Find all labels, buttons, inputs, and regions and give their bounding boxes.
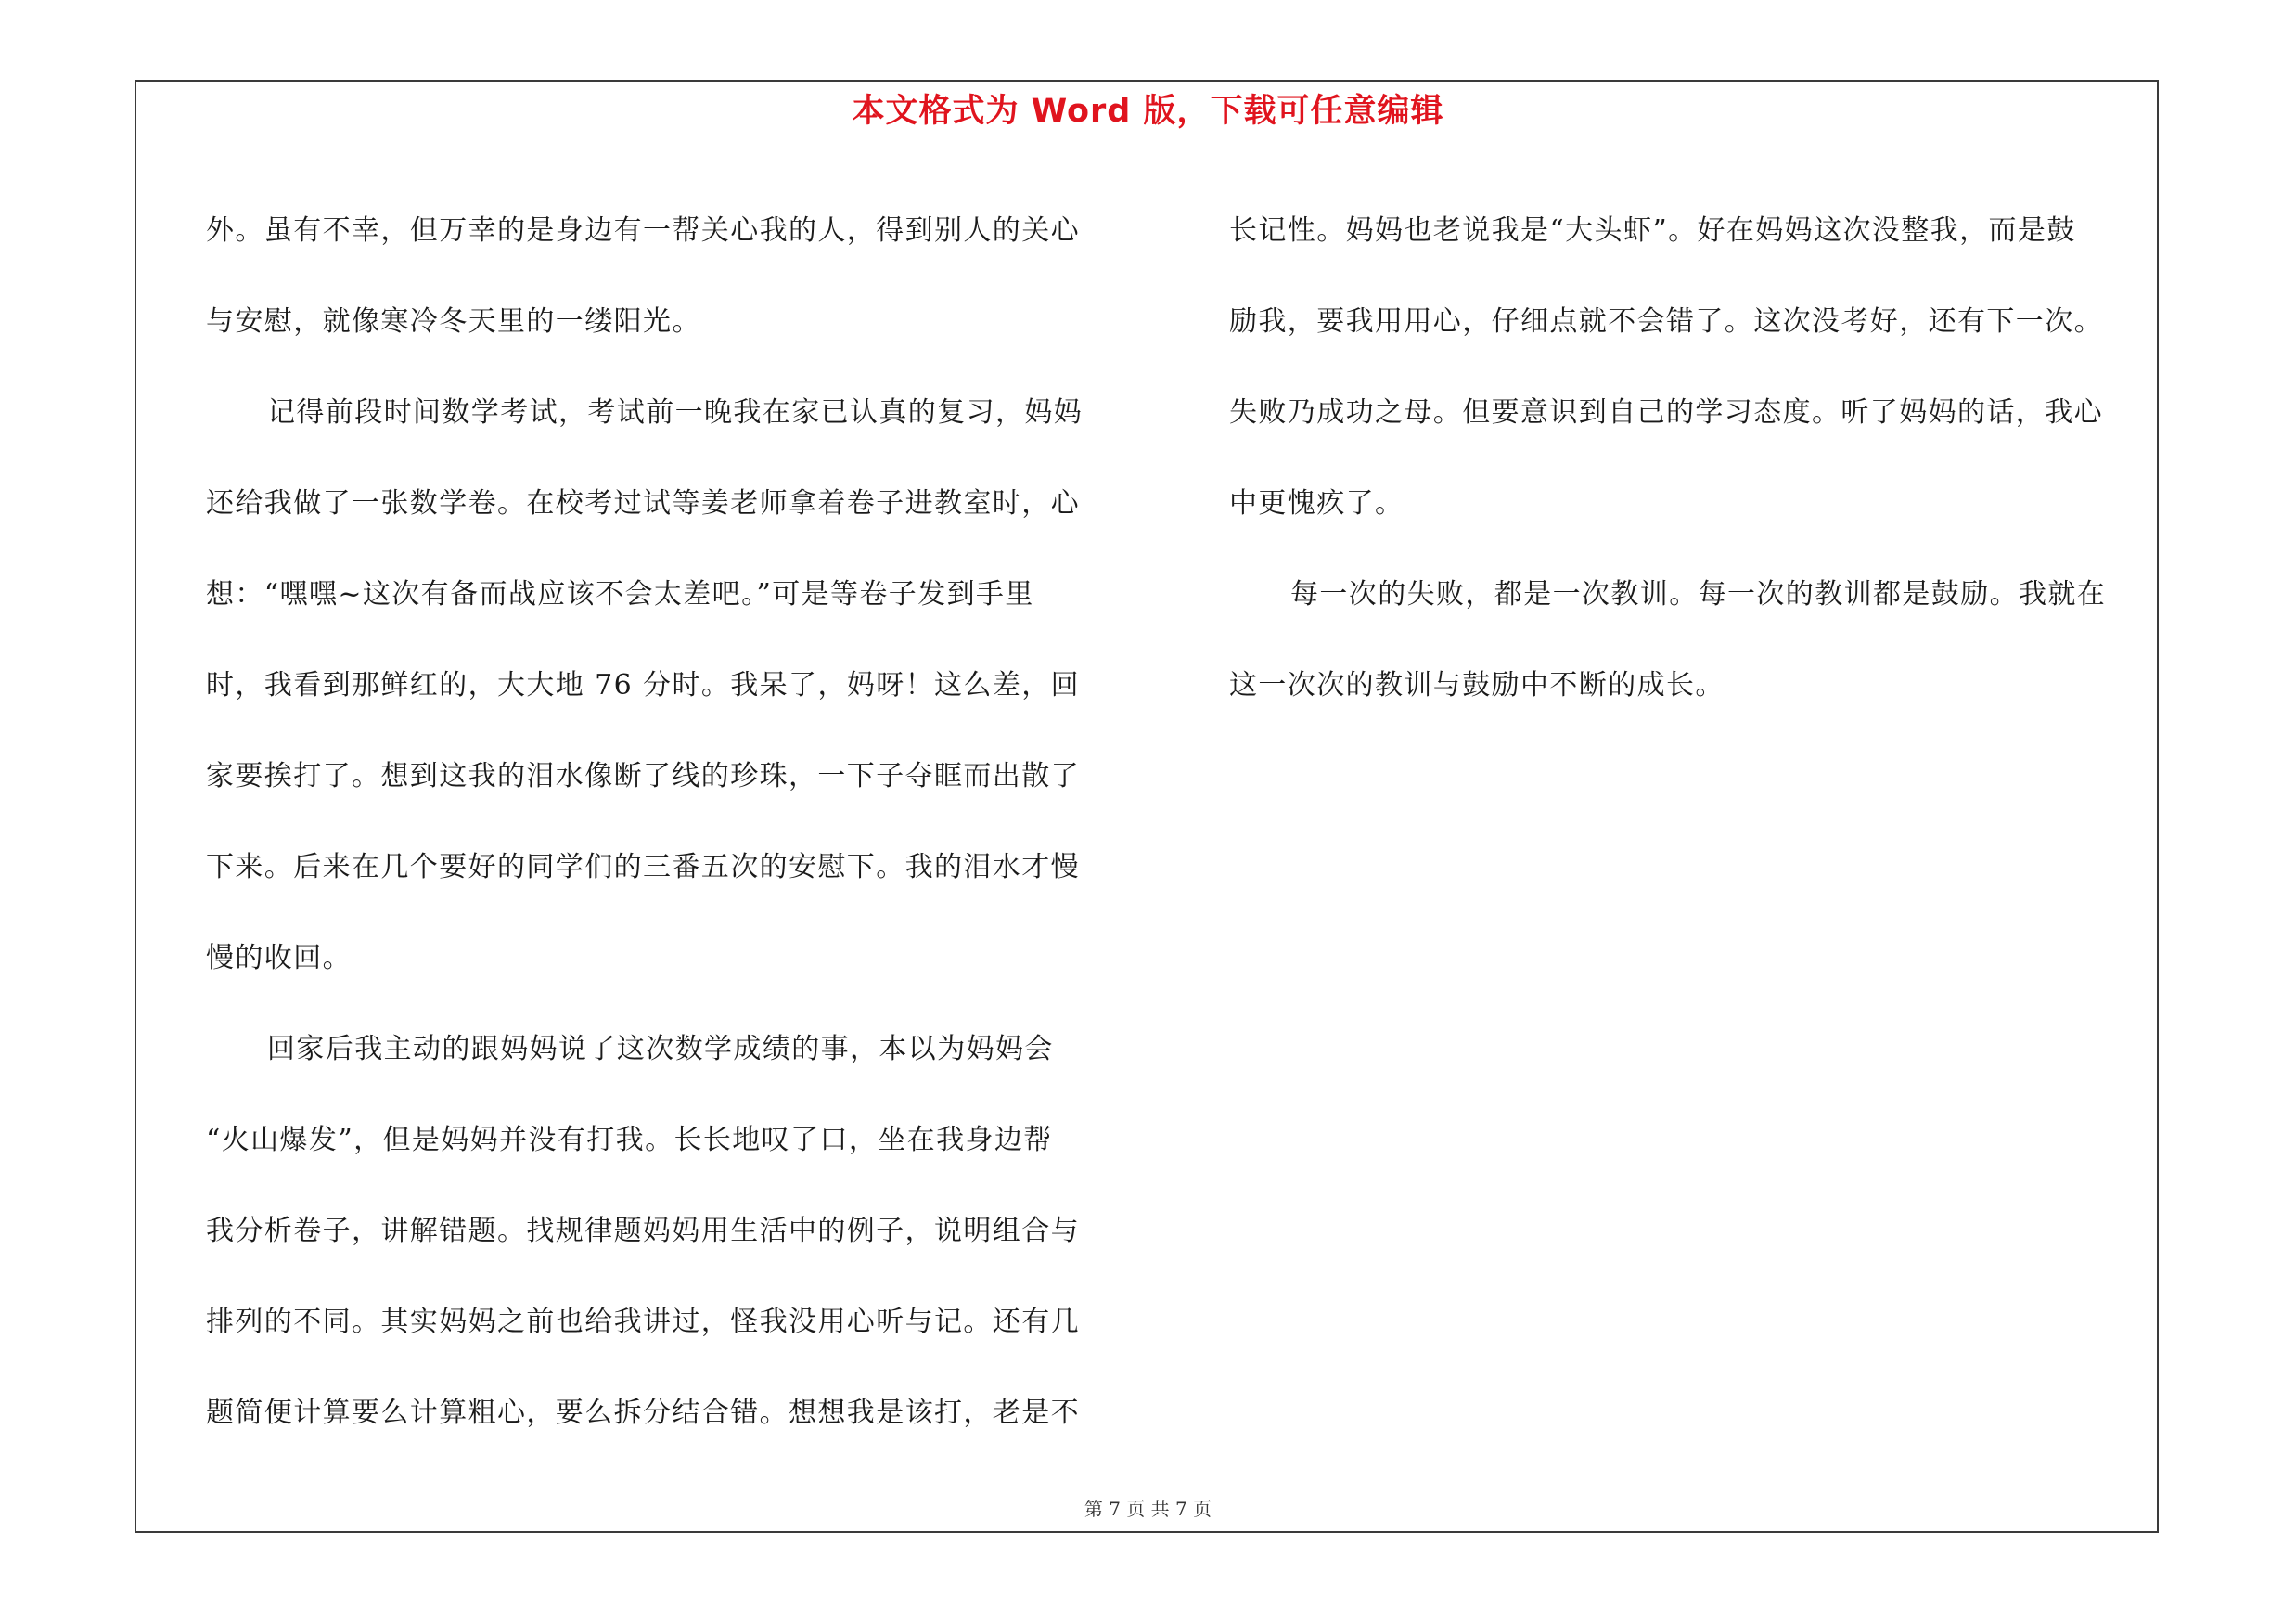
text-line: 回家后我主动的跟妈妈说了这次数学成绩的事，本以为妈妈会 [267,1033,1054,1065]
page-number: 第 7 页 共 7 页 [1084,1498,1212,1520]
text-line: 励我，要我用用心，仔细点就不会错了。这次没考好，还有下一次。 [1229,305,2103,338]
text-line: 想：“嘿嘿~这次有备而战应该不会太差吧。”可是等卷子发到手里 [206,578,1034,611]
text-line: 外。虽有不幸，但万幸的是身边有一帮关心我的人，得到别人的关心 [206,214,1080,247]
text-line: 我分析卷子，讲解错题。找规律题妈妈用生活中的例子，说明组合与 [206,1215,1080,1247]
text-line: “火山爆发”，但是妈妈并没有打我。长长地叹了口，坐在我身边帮 [206,1124,1053,1156]
text-line: 还给我做了一张数学卷。在校考过试等姜老师拿着卷子进教室时，心 [206,487,1080,520]
text-line: 与安慰，就像寒冷冬天里的一缕阳光。 [206,305,701,338]
text-line: 这一次次的教训与鼓励中不断的成长。 [1229,669,1725,702]
text-line: 长记性。妈妈也老说我是“大头虾”。好在妈妈这次没整我，而是鼓 [1229,214,2076,247]
text-line: 每一次的失败，都是一次教训。每一次的教训都是鼓励。我就在 [1290,578,2107,611]
text-line: 时，我看到那鲜红的，大大地 76 分时。我呆了，妈呀！这么差，回 [206,669,1081,702]
text-line: 下来。后来在几个要好的同学们的三番五次的安慰下。我的泪水才慢 [206,851,1080,883]
text-line: 失败乃成功之母。但要意识到自己的学习态度。听了妈妈的话，我心 [1229,396,2103,429]
text-line: 排列的不同。其实妈妈之前也给我讲过，怪我没用心听与记。还有几 [206,1306,1080,1338]
text-line: 记得前段时间数学考试，考试前一晚我在家已认真的复习，妈妈 [267,396,1084,429]
text-line: 慢的收回。 [206,942,352,974]
text-line: 中更愧疚了。 [1229,487,1405,520]
format-banner: 本文格式为 Word 版，下载可任意编辑 [852,93,1444,130]
right-text-column [1229,186,2148,731]
left-text-column [206,186,1124,1459]
text-line: 家要挨打了。想到这我的泪水像断了线的珍珠，一下子夺眶而出散了 [206,760,1080,792]
text-line: 题简便计算要么计算粗心，要么拆分结合错。想想我是该打，老是不 [206,1397,1080,1429]
